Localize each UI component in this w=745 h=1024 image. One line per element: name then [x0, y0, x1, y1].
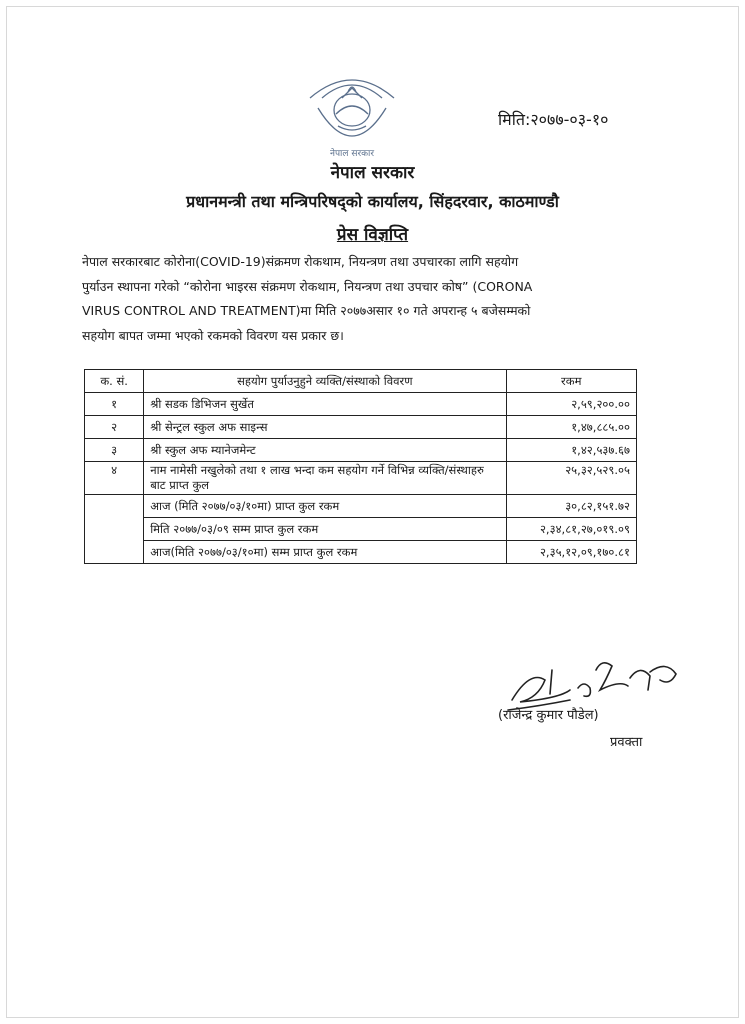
office-name: प्रधानमन्त्री तथा मन्त्रिपरिषद्को कार्यालय, सिंहदरवार, काठमाण्डौ	[186, 192, 559, 211]
government-name: नेपाल सरकार	[330, 163, 415, 183]
row-contributor: श्री सडक डिभिजन सुर्खेत	[144, 393, 506, 416]
header-serial: क. सं.	[85, 370, 144, 393]
total-amount: २,३५,१२,०९,१७०.८१	[506, 541, 636, 564]
total-label: आज(मिति २०७७/०३/१०मा) सम्म प्राप्त कुल रकम	[144, 541, 506, 564]
row-amount: २,५९,२००.००	[506, 393, 636, 416]
total-amount: २,३४,८१,२७,०१९.०९	[506, 518, 636, 541]
table-row	[85, 416, 637, 439]
document-title	[0, 222, 745, 245]
total-row	[85, 495, 637, 518]
total-blank	[85, 518, 144, 541]
document-title-text: प्रेस विज्ञप्ति	[336, 225, 409, 245]
total-row	[85, 541, 637, 564]
total-amount: ३०,८२,१५१.७२	[506, 495, 636, 518]
row-serial: २	[85, 416, 144, 439]
body-line: नेपाल सरकारबाट कोरोना(COVID-19)संक्रमण रोकथाम, नियन्त्रण तथा उपचारका लागि सहयोग	[82, 254, 519, 269]
header-amount: रकम	[506, 370, 636, 393]
document-date: मिति:२०७७-०३-१०	[498, 110, 609, 129]
row-contributor: श्री सेन्ट्रल स्कुल अफ साइन्स	[144, 416, 506, 439]
total-row	[85, 518, 637, 541]
table-row	[85, 439, 637, 462]
body-line: VIRUS CONTROL AND TREATMENT)मा मिति २०७७असार १० गते अपरान्ह ५ बजेसम्मको	[82, 303, 531, 318]
total-label: आज (मिति २०७७/०३/१०मा) प्राप्त कुल रकम	[144, 495, 506, 518]
emblem-text: नेपाल सरकार	[329, 149, 375, 159]
row-amount: १,४२,५३७.६७	[506, 439, 636, 462]
table-header-row	[85, 370, 637, 393]
row-serial: ४	[85, 462, 144, 495]
table-row	[85, 462, 637, 495]
signer-role: प्रवक्ता	[610, 735, 643, 750]
signer-name: (राजेन्द्र कुमार पौडेल)	[498, 708, 599, 723]
row-amount: २५,३२,५२९.०५	[506, 462, 636, 495]
body-line: पुर्याउन स्थापना गरेको “कोरोना भाइरस संक्रमण रोकथाम, नियन्त्रण तथा उपचार कोष” (CORONA	[82, 278, 533, 294]
total-blank	[85, 541, 144, 564]
row-contributor: श्री स्कुल अफ म्यानेजमेन्ट	[144, 439, 506, 462]
header-contributor: सहयोग पुर्याउनुहुने व्यक्ति/संस्थाको विवरण	[144, 370, 506, 393]
row-amount: १,४७,८८५.००	[506, 416, 636, 439]
row-serial: १	[85, 393, 144, 416]
table-row	[85, 393, 637, 416]
contribution-table	[84, 369, 637, 564]
row-serial: ३	[85, 439, 144, 462]
total-label: मिति २०७७/०३/०९ सम्म प्राप्त कुल रकम	[144, 518, 506, 541]
body-line: सहयोग बापत जम्मा भएको रकमको विवरण यस प्रकार छ।	[82, 327, 344, 343]
row-contributor: नाम नामेसी नखुलेको तथा १ लाख भन्दा कम सहयोग गर्ने विभिन्न व्यक्ति/संस्थाहरु बाट प्राप्त कुल	[144, 462, 506, 495]
total-blank	[85, 495, 144, 518]
body-paragraph	[82, 250, 642, 348]
